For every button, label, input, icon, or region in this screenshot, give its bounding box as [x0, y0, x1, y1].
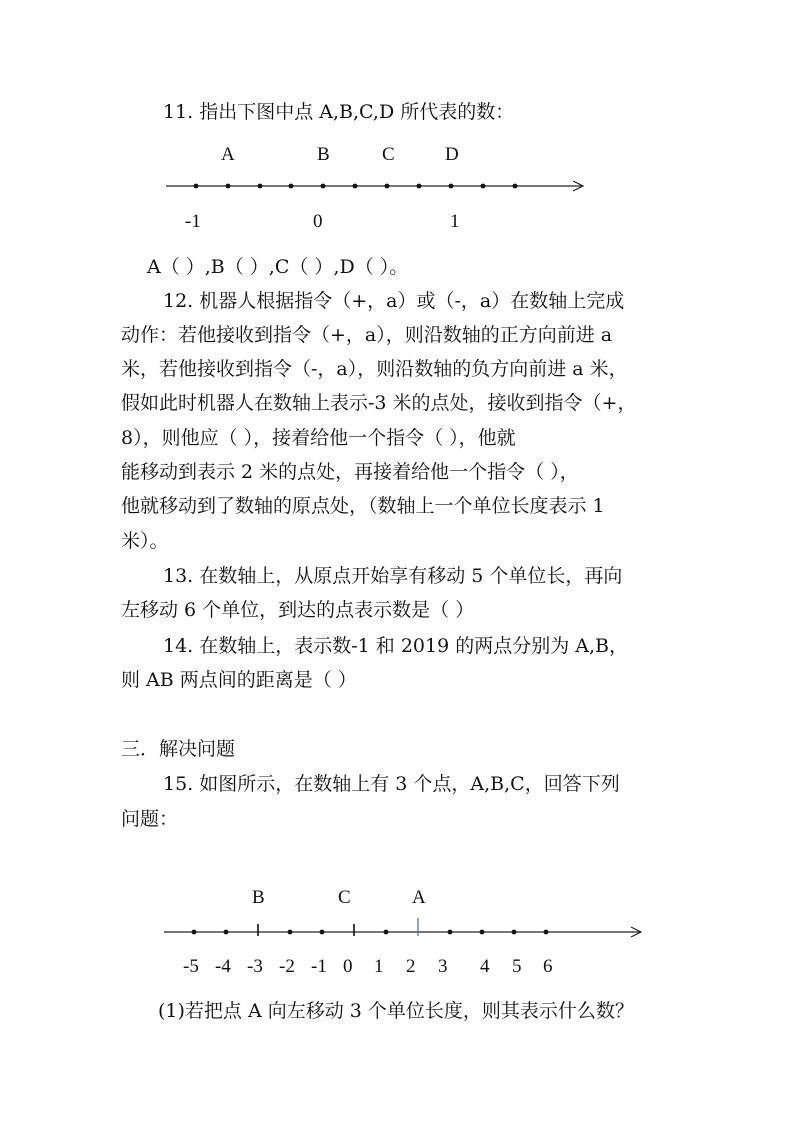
q15-axis-neg4: -4: [215, 956, 231, 977]
q12-line-1: 12. 机器人根据指令（+，a）或（-，a）在数轴上完成: [163, 290, 625, 312]
q15-label-a: A: [412, 887, 426, 908]
q11-title: 11. 指出下图中点 A,B,C,D 所代表的数：: [163, 101, 515, 123]
q11-axis-neg1: -1: [185, 211, 201, 232]
q12-line-3: 米，若他接收到指令（-，a），则沿数轴的负方向前进 a 米，: [121, 358, 628, 380]
q11-label-c: C: [382, 144, 395, 165]
q12-line-7: 他就移动到了数轴的原点处，（数轴上一个单位长度表示 1: [121, 495, 605, 517]
q11-label-d: D: [445, 144, 459, 165]
q11-label-b: B: [317, 144, 330, 165]
q15-line-1: 15. 如图所示，在数轴上有 3 个点，A,B,C，回答下列: [163, 773, 620, 795]
q15-axis-6: 6: [543, 956, 553, 977]
q15-axis-5: 5: [512, 956, 522, 977]
q15-axis-1: 1: [374, 956, 384, 977]
q15-sub1: (1)若把点 A 向左移动 3 个单位长度，则其表示什么数？: [158, 1000, 634, 1022]
q13-line-1: 13. 在数轴上，从原点开始享有移动 5 个单位长，再向: [163, 565, 623, 587]
q15-axis-0: 0: [343, 956, 353, 977]
q15-axis-3: 3: [438, 956, 448, 977]
q15-label-b: B: [252, 887, 265, 908]
q15-axis-neg1: -1: [311, 956, 327, 977]
q12-line-4: 假如此时机器人在数轴上表示-3 米的点处，接收到指令（+，: [121, 392, 637, 414]
section3-title: 三．解决问题: [121, 738, 236, 760]
q15-axis-neg2: -2: [279, 956, 295, 977]
q12-line-6: 能移动到表示 2 米的点处，再接着给他一个指令（ ），: [121, 461, 579, 483]
q15-axis-neg3: -3: [247, 956, 263, 977]
q11-answer-line: A（ ）,B（ ）,C（ ）,D（ ）。: [147, 256, 409, 278]
q15-label-c: C: [338, 887, 351, 908]
q11-axis-0: 0: [313, 211, 323, 232]
q14-line-1: 14. 在数轴上，表示数-1 和 2019 的两点分别为 A,B，: [163, 635, 628, 657]
q15-line-2: 问题：: [121, 808, 179, 830]
q12-line-8: 米）。: [121, 530, 169, 552]
q11-axis-1: 1: [450, 211, 460, 232]
q15-axis-neg5: -5: [183, 956, 199, 977]
q14-line-2: 则 AB 两点间的距离是（ ）: [121, 669, 357, 691]
q12-line-2: 动作：若他接收到指令（+，a），则沿数轴的正方向前进 a: [121, 324, 613, 346]
q15-axis-2: 2: [406, 956, 416, 977]
q13-line-2: 左移动 6 个单位，到达的点表示数是（ ）: [121, 599, 475, 621]
q12-line-5: 8），则他应（ ），接着给他一个指令（ ），他就: [121, 427, 516, 449]
q15-axis-4: 4: [480, 956, 490, 977]
q11-label-a: A: [221, 144, 235, 165]
